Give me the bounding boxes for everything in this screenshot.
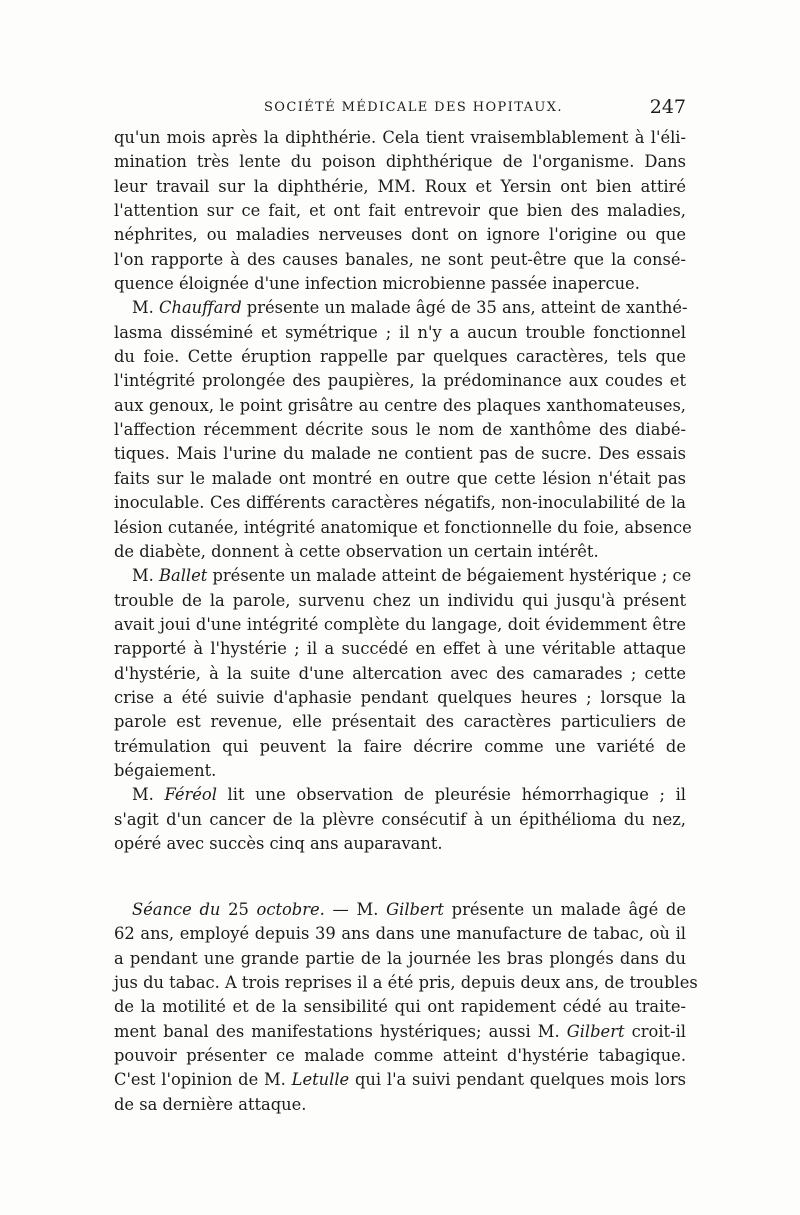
text-segment: aux genoux, le point grisâtre au centre des plaques xanthomateuses, xyxy=(114,395,686,415)
text-line xyxy=(114,369,686,393)
text-line xyxy=(114,898,686,922)
text-segment: l'attention sur ce fait, et ont fait entrevoir que bien des maladies, xyxy=(114,201,686,221)
text-block-main xyxy=(114,126,692,856)
text-segment: trémulation qui peuvent la faire décrire comme une variété de xyxy=(114,736,686,756)
text-line xyxy=(114,223,686,247)
text-segment: du foie. Cette éruption rappelle par quelques caractères, tels que xyxy=(114,347,686,367)
text-line xyxy=(114,637,686,661)
text-segment: présente un malade âgé de 35 ans, atteint de xanthé- xyxy=(241,298,688,318)
text-segment: présente un malade âgé de xyxy=(443,900,686,919)
italic-name: Séance du xyxy=(132,900,221,919)
text-segment: l'on rapporte à des causes banales, ne sont peut-être que la consé- xyxy=(114,249,686,269)
text-segment: M. xyxy=(132,298,160,318)
text-line xyxy=(114,947,686,971)
text-line xyxy=(114,783,686,807)
text-line xyxy=(114,995,686,1019)
text-segment: opéré avec succès cinq ans auparavant. xyxy=(114,833,443,853)
text-line xyxy=(114,1044,686,1068)
page-number: 247 xyxy=(649,96,686,118)
text-segment: présente un malade atteint de bégaiement hystérique ; ce xyxy=(207,566,692,586)
text-line xyxy=(114,662,686,686)
text-segment: bégaiement. xyxy=(114,760,217,780)
text-segment: lit une observation de pleurésie hémorrhagique ; il xyxy=(216,785,686,805)
text-segment: crise a été suivie d'aphasie pendant quelques heures ; lorsque la xyxy=(114,687,686,707)
text-segment: ment banal des manifestations hystériques; aussi M. xyxy=(114,1021,567,1041)
text-segment: croit-il xyxy=(624,1021,686,1041)
italic-name: octobre. xyxy=(256,900,325,919)
text-segment: avait joui d'une intégrité complète du langage, doit évidemment être xyxy=(114,614,686,634)
text-segment: néphrites, ou maladies nerveuses dont on ignore l'origine ou que xyxy=(114,225,686,245)
text-line xyxy=(114,1020,686,1044)
text-segment: faits sur le malade ont montré en outre que cette lésion n'était pas xyxy=(114,468,686,488)
text-segment: rapporté à l'hystérie ; il a succédé en effet à une véritable attaque xyxy=(114,639,686,659)
text-line xyxy=(114,199,686,223)
text-segment: qu'un mois après la diphthérie. Cela tient vraisemblablement à l'éli- xyxy=(114,128,686,147)
text-line xyxy=(114,710,686,734)
text-segment: C'est l'opinion de M. xyxy=(114,1070,292,1090)
text-segment: quence éloignée d'une infection microbienne passée inapercue. xyxy=(114,274,640,294)
text-line xyxy=(114,394,686,418)
text-segment: 25 xyxy=(220,900,257,919)
text-segment: leur travail sur la diphthérie, MM. Roux et Yersin ont bien attiré xyxy=(114,176,686,196)
text-line xyxy=(114,175,686,199)
text-line xyxy=(114,686,686,710)
text-segment: — M. xyxy=(324,900,387,919)
text-block-session xyxy=(114,898,698,1117)
text-line xyxy=(114,971,698,995)
text-line xyxy=(114,248,686,272)
italic-name: Gilbert xyxy=(386,900,444,919)
text-line xyxy=(114,589,686,613)
text-segment: lasma disséminé et symétrique ; il n'y a aucun trouble fonctionnel xyxy=(114,322,686,342)
running-title: SOCIÉTÉ MÉDICALE DES HOPITAUX. xyxy=(264,100,563,115)
text-line xyxy=(114,735,686,759)
text-line xyxy=(114,540,686,564)
text-line xyxy=(114,418,686,442)
text-line xyxy=(114,613,686,637)
text-line xyxy=(114,345,686,369)
text-segment: M. xyxy=(132,785,165,805)
text-line xyxy=(114,564,692,588)
text-segment: 62 ans, employé depuis 39 ans dans une manufacture de tabac, où il xyxy=(114,924,686,944)
text-line xyxy=(114,922,686,946)
text-line xyxy=(114,491,686,515)
text-line xyxy=(114,808,686,832)
text-segment: lésion cutanée, intégrité anatomique et fonctionnelle du foie, absence xyxy=(114,517,692,537)
text-line xyxy=(114,516,692,540)
text-line xyxy=(114,442,686,466)
text-segment: M. xyxy=(132,566,160,586)
text-segment: mination très lente du poison diphthérique de l'organisme. Dans xyxy=(114,152,686,172)
italic-name: Féréol xyxy=(164,785,217,805)
text-segment: a pendant une grande partie de la journée les bras plongés dans du xyxy=(114,948,686,968)
text-segment: d'hystérie, à la suite d'une altercation avec des camarades ; cette xyxy=(114,663,686,683)
text-segment: inoculable. Ces différents caractères négatifs, non-inoculabilité de la xyxy=(114,493,686,513)
italic-name: Letulle xyxy=(291,1070,350,1090)
text-segment: l'affection récemment décrite sous le nom de xanthôme des diabé- xyxy=(114,420,686,440)
text-segment: jus du tabac. A trois reprises il a été pris, depuis deux ans, de troubles xyxy=(114,973,698,993)
text-segment: de la motilité et de la sensibilité qui ont rapidement cédé au traite- xyxy=(114,997,686,1017)
italic-name: Ballet xyxy=(159,566,208,586)
text-segment: qui l'a suivi pendant quelques mois lors xyxy=(349,1070,686,1090)
text-line xyxy=(114,467,686,491)
text-segment: trouble de la parole, survenu chez un individu qui jusqu'à présent xyxy=(114,590,686,610)
text-line xyxy=(114,759,686,783)
italic-name: Gilbert xyxy=(566,1021,625,1041)
italic-name: Chauffard xyxy=(159,298,242,318)
text-segment: de sa dernière attaque. xyxy=(114,1094,307,1114)
text-line xyxy=(114,126,686,150)
text-line xyxy=(114,296,686,320)
text-segment: parole est revenue, elle présentait des caractères particuliers de xyxy=(114,712,686,732)
text-line xyxy=(114,272,686,296)
text-segment: tiques. Mais l'urine du malade ne contient pas de sucre. Des essais xyxy=(114,444,686,464)
page-header xyxy=(114,96,686,120)
text-segment: pouvoir présenter ce malade comme atteint d'hystérie tabagique. xyxy=(114,1046,686,1066)
text-line xyxy=(114,832,686,856)
text-segment: s'agit d'un cancer de la plèvre consécutif à un épithélioma du nez, xyxy=(114,809,686,829)
text-segment: l'intégrité prolongée des paupières, la prédominance aux coudes et xyxy=(114,371,686,391)
text-segment: de diabète, donnent à cette observation un certain intérêt. xyxy=(114,541,599,561)
text-line xyxy=(114,150,686,174)
text-line xyxy=(114,1068,686,1092)
text-line xyxy=(114,1093,686,1117)
text-line xyxy=(114,321,686,345)
